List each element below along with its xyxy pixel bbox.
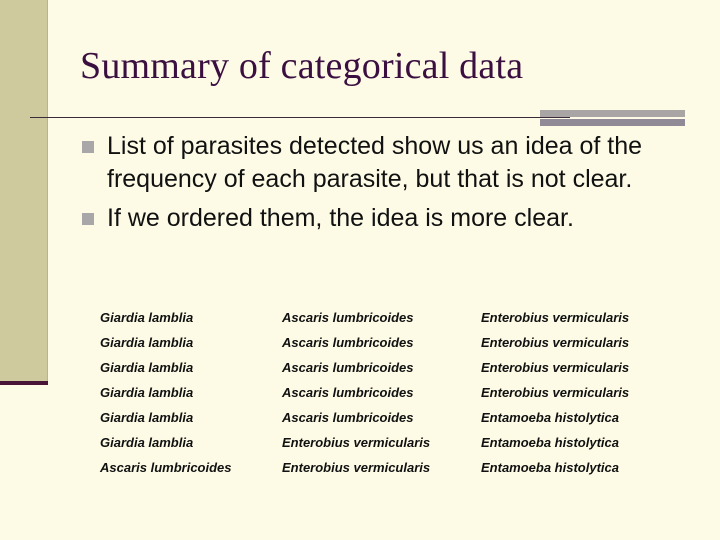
table-cell: Ascaris lumbricoides <box>282 310 414 325</box>
table-cell: Enterobius vermicularis <box>481 310 630 325</box>
table-cell: Giardia lamblia <box>100 310 194 325</box>
table-cell: Entamoeba histolytica <box>481 410 619 425</box>
table-cell: Ascaris lumbricoides <box>282 360 414 375</box>
table-cell: Enterobius vermicularis <box>481 335 630 350</box>
parasite-table <box>100 305 661 480</box>
table-row <box>100 355 661 380</box>
bullet-list <box>80 130 680 241</box>
left-bar-accent-line <box>0 381 48 385</box>
square-bullet-icon <box>82 141 94 153</box>
table-row <box>100 430 661 455</box>
table-row <box>100 380 661 405</box>
divider-accent-band-bottom <box>540 119 685 126</box>
table-cell: Entamoeba histolytica <box>481 460 619 475</box>
table-row <box>100 330 661 355</box>
table-cell: Ascaris lumbricoides <box>282 410 414 425</box>
table-cell: Enterobius vermicularis <box>481 385 630 400</box>
slide-title: Summary of categorical data <box>80 45 524 87</box>
table-row <box>100 405 661 430</box>
table-cell: Giardia lamblia <box>100 435 194 450</box>
bullet-text: List of parasites detected show us an idea of the frequency of each parasite, but that is not clear. <box>107 132 643 193</box>
title-divider-accent <box>540 110 685 126</box>
table-cell: Ascaris lumbricoides <box>282 385 414 400</box>
table-cell: Enterobius vermicularis <box>282 435 431 450</box>
square-bullet-icon <box>82 213 94 225</box>
bullet-item <box>80 202 680 235</box>
bullet-item <box>80 130 680 196</box>
table-row <box>100 305 661 330</box>
table-cell: Giardia lamblia <box>100 385 194 400</box>
divider-accent-band-top <box>540 110 685 117</box>
table-cell: Ascaris lumbricoides <box>100 460 232 475</box>
table-row <box>100 455 661 480</box>
table-cell: Giardia lamblia <box>100 335 194 350</box>
table-cell: Giardia lamblia <box>100 410 194 425</box>
left-decorative-bar <box>0 0 48 383</box>
title-divider-line <box>30 117 570 118</box>
table-cell: Enterobius vermicularis <box>282 460 431 475</box>
table-cell: Entamoeba histolytica <box>481 435 619 450</box>
table-cell: Giardia lamblia <box>100 360 194 375</box>
bullet-text: If we ordered them, the idea is more clear. <box>107 204 574 232</box>
table-cell: Enterobius vermicularis <box>481 360 630 375</box>
table-cell: Ascaris lumbricoides <box>282 335 414 350</box>
